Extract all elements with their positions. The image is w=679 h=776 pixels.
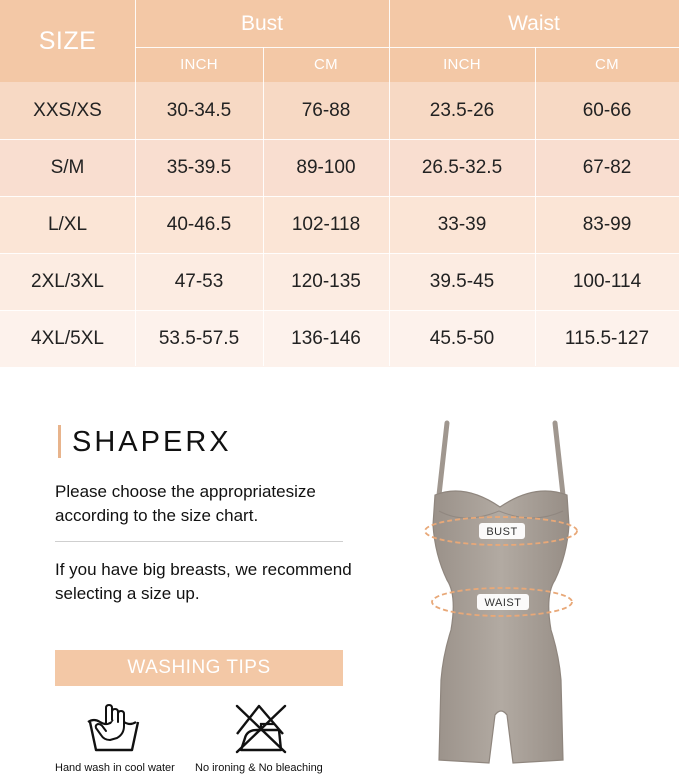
header-divider (263, 47, 264, 82)
waist-cm-cell: 83-99 (582, 213, 632, 235)
waist-label: WAIST (484, 597, 522, 609)
table-row (0, 310, 679, 367)
bust-inch-header: INCH (180, 56, 218, 73)
table-row (0, 82, 679, 139)
size-column-header: SIZE (38, 26, 97, 55)
column-divider (135, 82, 136, 366)
row-divider (0, 310, 679, 311)
bust-inch-cell: 40-46.5 (166, 213, 232, 235)
hand-wash-label: Hand wash in cool water (55, 762, 175, 774)
brand-logo: SHAPERX (72, 425, 232, 458)
size-cell: L/XL (47, 213, 88, 235)
waist-cm-cell: 60-66 (582, 99, 632, 121)
size-chart-table (0, 0, 679, 366)
row-divider (0, 253, 679, 254)
row-divider (0, 196, 679, 197)
bust-inch-cell: 30-34.5 (166, 99, 232, 121)
waist-inch-cell: 23.5-26 (429, 99, 495, 121)
size-advice-text: Please choose the appropriatesize according to the size chart. (55, 482, 316, 525)
waist-inch-cell: 26.5-32.5 (421, 156, 503, 178)
hand-wash-icon (84, 700, 144, 756)
brand-accent-bar (58, 425, 61, 458)
no-iron-no-bleach-icon (231, 700, 291, 756)
waist-cm-header: CM (595, 56, 619, 73)
bust-cm-cell: 136-146 (291, 327, 361, 349)
table-header (0, 0, 679, 82)
header-divider (535, 47, 536, 82)
bust-group-header: Bust (240, 11, 284, 35)
waist-inch-cell: 45.5-50 (429, 327, 495, 349)
column-divider (389, 82, 390, 366)
size-cell: 4XL/5XL (31, 327, 104, 349)
column-divider (535, 82, 536, 366)
bust-cm-cell: 76-88 (301, 99, 351, 121)
bust-inch-cell: 53.5-57.5 (158, 327, 240, 349)
waist-inch-header: INCH (443, 56, 481, 73)
bust-cm-cell: 102-118 (291, 213, 361, 235)
table-row (0, 139, 679, 196)
bust-cm-cell: 89-100 (296, 156, 356, 178)
table-row (0, 253, 679, 310)
header-divider (389, 0, 390, 82)
table-row (0, 196, 679, 253)
waist-inch-cell: 33-39 (437, 213, 487, 235)
size-cell: XXS/XS (33, 99, 102, 121)
washing-tips-banner: WASHING TIPS (55, 650, 343, 686)
bust-inch-cell: 35-39.5 (166, 156, 232, 178)
text-divider (55, 541, 343, 542)
bust-cm-cell: 120-135 (291, 270, 361, 292)
waist-group-header: Waist (508, 11, 560, 35)
waist-cm-cell: 67-82 (582, 156, 632, 178)
waist-cm-cell: 115.5-127 (564, 327, 650, 349)
size-cell: 2XL/3XL (31, 270, 104, 292)
waist-inch-cell: 39.5-45 (429, 270, 495, 292)
row-divider (0, 139, 679, 140)
column-divider (263, 82, 264, 366)
big-breast-advice-text: If you have big breasts, we recommend selecting a size up. (55, 560, 352, 603)
bust-inch-cell: 47-53 (174, 270, 224, 292)
header-divider (135, 47, 679, 48)
bust-cm-header: CM (314, 56, 338, 73)
no-iron-no-bleach-label: No ironing & No bleaching (195, 762, 323, 774)
bodysuit-illustration (395, 415, 605, 775)
bust-label: BUST (486, 526, 518, 538)
header-divider (135, 0, 136, 82)
size-cell: S/M (50, 156, 85, 178)
waist-cm-cell: 100-114 (572, 270, 642, 292)
